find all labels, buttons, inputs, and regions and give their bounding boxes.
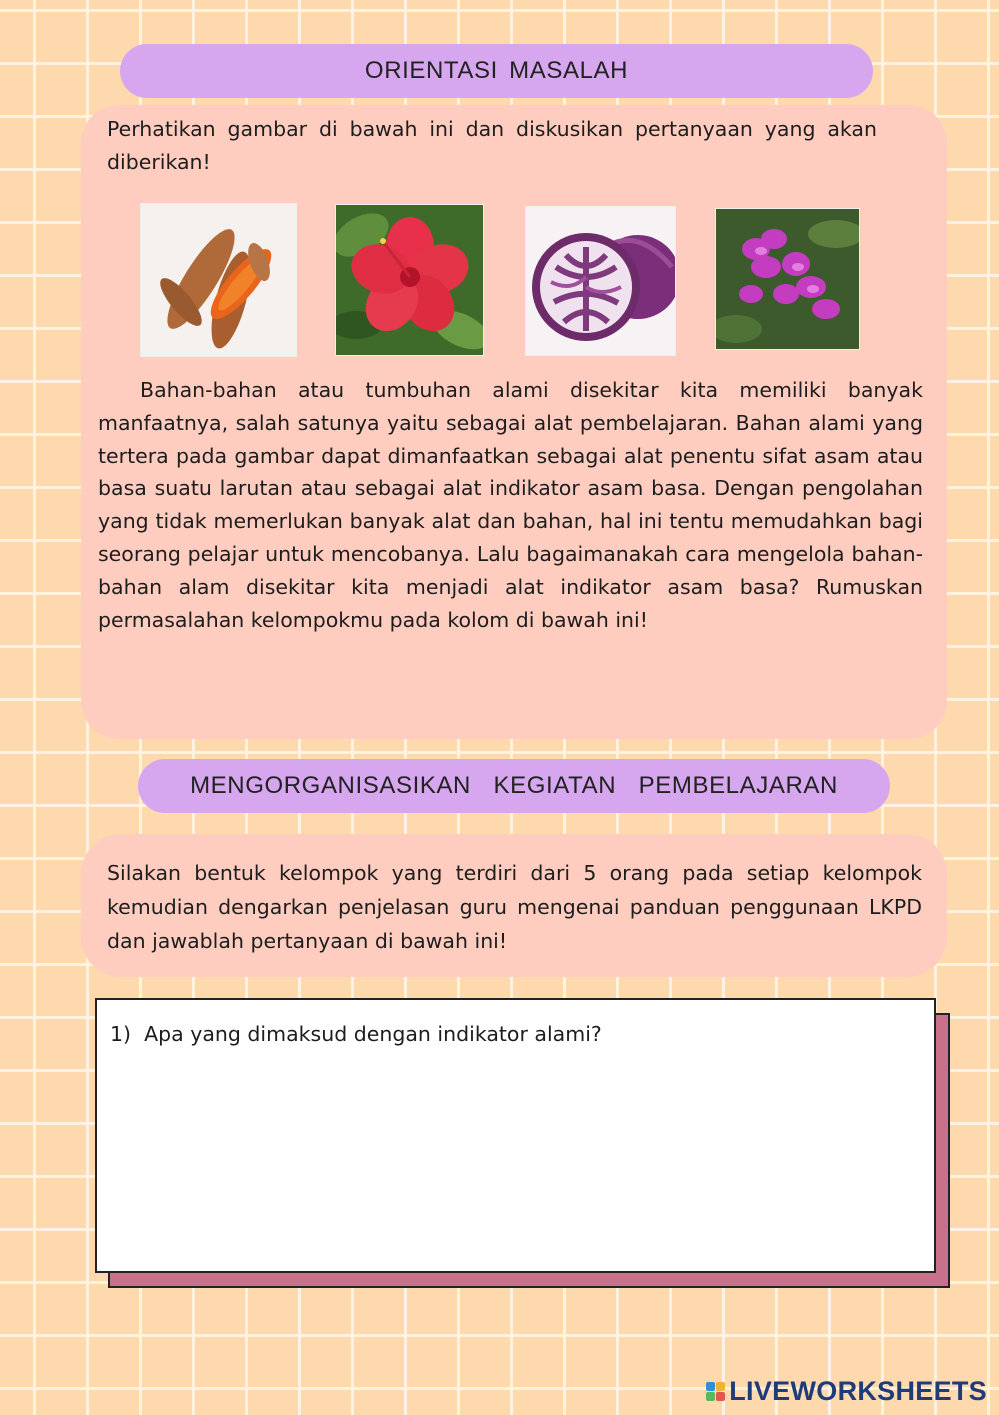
orientation-instruction: Perhatikan gambar di bawah ini dan diskusikan pertanyaan yang akan diberikan!	[107, 117, 877, 174]
orientation-title: ORIENTASI MASALAH	[364, 57, 629, 84]
liveworksheets-logo[interactable]	[706, 1376, 987, 1407]
liveworksheets-logo-icon	[706, 1382, 725, 1401]
organize-card	[81, 834, 947, 977]
organize-title: MENGORGANISASIKAN KEGIATAN PEMBELAJARAN	[190, 772, 838, 799]
orientation-title-banner	[120, 44, 873, 98]
question-text: 1) Apa yang dimaksud dengan indikator alami?	[110, 1022, 602, 1046]
organize-instruction: Silakan bentuk kelompok yang terdiri dari 5 orang pada setiap kelompok kemudian dengarkan penjelasan guru mengenai panduan penggunaan LKPD dan jawablah pertanyaan di bawah ini!	[107, 861, 922, 953]
red-cabbage-photo	[526, 207, 675, 355]
organize-title-banner	[138, 759, 890, 813]
liveworksheets-logo-text: LIVEWORKSHEETS	[729, 1376, 987, 1406]
hibiscus-photo	[336, 205, 483, 355]
bougainvillea-photo	[716, 209, 859, 349]
answer-box[interactable]	[95, 998, 936, 1273]
orientation-card	[81, 105, 947, 739]
turmeric-photo	[141, 204, 296, 356]
orientation-paragraph: Bahan-bahan atau tumbuhan alami disekitar kita memiliki banyak manfaatnya, salah satunya yaitu sebagai alat pembelajaran. Bahan alami yang tertera pada gambar dapat dimanfaatkan sebagai alat penentu sifat asam atau basa suatu larutan atau sebagai alat indikator asam basa. Dengan pengolahan yang tidak memerlukan banyak alat dan bahan, hal ini tentu memudahkan bagi seorang pelajar untuk mencobanya. Lalu bagaimanakah cara mengelola bahan-bahan alam disekitar kita menjadi alat indikator asam basa? Rumuskan permasalahan kelompokmu pada kolom di bawah ini!	[98, 378, 923, 632]
